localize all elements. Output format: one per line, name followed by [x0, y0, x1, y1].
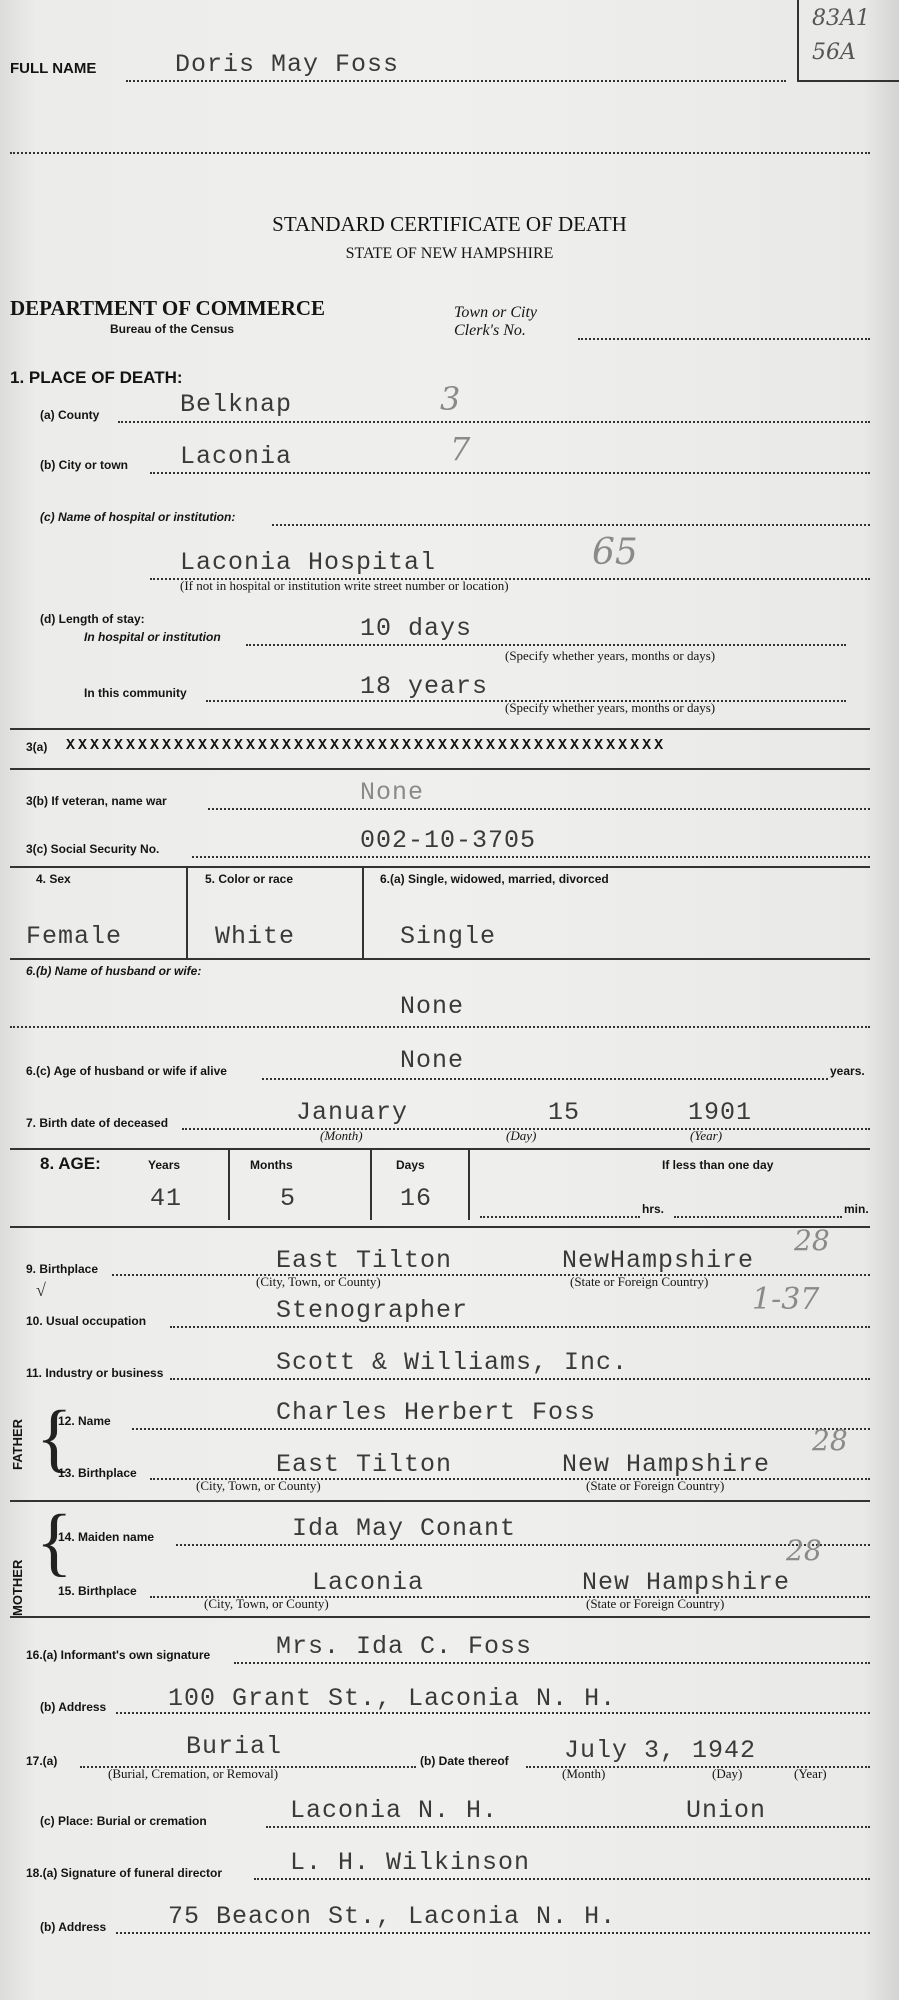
age-years-value: 41 — [150, 1184, 183, 1213]
informant-address: 100 Grant St., Laconia N. H. — [168, 1684, 617, 1713]
father-birth-code: 28 — [812, 1424, 848, 1457]
father-state-cap: (State or Foreign Country) — [586, 1478, 725, 1493]
spouse-age-label: 6.(c) Age of husband or wife if alive — [26, 1064, 227, 1078]
full-name-value: Doris May Foss — [175, 50, 400, 79]
disposition-cemetery: Union — [686, 1796, 767, 1825]
age-months-value: 5 — [280, 1184, 297, 1213]
mother-state-cap: (State or Foreign Country) — [586, 1596, 725, 1611]
spouse-value: None — [400, 992, 465, 1021]
father-city-cap: (City, Town, or County) — [196, 1478, 321, 1493]
mother-birth-city: Laconia — [312, 1568, 425, 1597]
ssn-label: 3(c) Social Security No. — [26, 842, 160, 856]
disposition-label: 17.(a) — [26, 1754, 58, 1768]
county-value: Belknap — [180, 390, 293, 419]
disposition-day-cap: (Day) — [712, 1766, 743, 1781]
spouse-age-value: None — [400, 1046, 465, 1075]
age-days-value: 16 — [400, 1184, 433, 1213]
community-label: In this community — [84, 686, 187, 700]
birth-day: 15 — [548, 1098, 581, 1127]
birthplace-state-cap: (State or Foreign Country) — [570, 1274, 709, 1289]
hospital-value: Laconia Hospital — [180, 548, 437, 577]
mother-birth-code: 28 — [786, 1534, 822, 1567]
birth-day-cap: (Day) — [506, 1128, 537, 1143]
birthplace-label: 9. Birthplace — [26, 1262, 99, 1276]
mother-name: Ida May Conant — [292, 1514, 517, 1543]
informant-signature: Mrs. Ida C. Foss — [276, 1632, 533, 1661]
city-code: 7 — [450, 430, 471, 468]
corner-box-rule-bottom — [797, 80, 899, 82]
birth-date-label: 7. Birth date of deceased — [26, 1116, 169, 1130]
veteran-label: 3(b) If veteran, name war — [26, 794, 167, 808]
state-title: STATE OF NEW HAMPSHIRE — [345, 245, 554, 262]
birthplace-code: 28 — [794, 1224, 830, 1257]
department-name: DEPARTMENT OF COMMERCE — [10, 296, 326, 320]
county-code: 3 — [440, 380, 461, 418]
disposition-date: July 3, 1942 — [564, 1736, 757, 1765]
stay-label: (d) Length of stay: — [40, 612, 145, 626]
city-label: (b) City or town — [40, 458, 128, 472]
age-min-label: min. — [844, 1202, 869, 1216]
disposition-place-label: (c) Place: Burial or cremation — [40, 1814, 207, 1828]
town-clerk-label-2: Clerk's No. — [454, 322, 526, 339]
stay-sub-label: In hospital or institution — [84, 630, 221, 644]
father-name-label: 12. Name — [58, 1414, 111, 1428]
birth-year-cap: (Year) — [690, 1128, 723, 1143]
stay-hospital-note: (Specify whether years, months or days) — [505, 648, 716, 663]
informant-label: 16.(a) Informant's own signature — [26, 1648, 211, 1662]
industry-value: Scott & Williams, Inc. — [276, 1348, 629, 1377]
age-months-label: Months — [250, 1158, 293, 1172]
disposition-date-label: (b) Date thereof — [420, 1754, 509, 1768]
mother-city-cap: (City, Town, or County) — [204, 1596, 329, 1611]
city-value: Laconia — [180, 442, 293, 471]
full-name-label: FULL NAME — [10, 60, 97, 77]
father-birth-state: New Hampshire — [562, 1450, 771, 1479]
item-3a-fill: XXXXXXXXXXXXXXXXXXXXXXXXXXXXXXXXXXXXXXXXXXXXXXXXXX — [66, 737, 667, 754]
mother-birth-state: New Hampshire — [582, 1568, 791, 1597]
funeral-director-signature: L. H. Wilkinson — [290, 1848, 531, 1877]
birthplace-city: East Tilton — [276, 1246, 453, 1275]
father-birth-city: East Tilton — [276, 1450, 453, 1479]
county-label: (a) County — [40, 408, 100, 422]
disposition-cap: (Burial, Cremation, or Removal) — [108, 1766, 279, 1781]
occupation-value: Stenographer — [276, 1296, 469, 1325]
stay-community-value: 18 years — [360, 672, 489, 701]
industry-label: 11. Industry or business — [26, 1366, 164, 1380]
disposition-month-cap: (Month) — [562, 1766, 606, 1781]
mother-birthplace-label: 15. Birthplace — [58, 1584, 137, 1598]
father-name: Charles Herbert Foss — [276, 1398, 597, 1427]
sex-label: 4. Sex — [36, 872, 71, 886]
age-heading: 8. AGE: — [40, 1154, 101, 1173]
item-3a-label: 3(a) — [26, 740, 48, 754]
birth-month: January — [296, 1098, 409, 1127]
age-hrs-label: hrs. — [642, 1202, 665, 1216]
father-side-label: FATHER — [10, 1418, 25, 1470]
stay-community-note: (Specify whether years, months or days) — [505, 700, 716, 715]
age-years-label: Years — [148, 1158, 181, 1172]
mother-brace: { — [36, 1500, 73, 1584]
age-less-label: If less than one day — [662, 1158, 774, 1172]
funeral-address-label: (b) Address — [40, 1920, 107, 1934]
mother-name-label: 14. Maiden name — [58, 1530, 155, 1544]
place-of-death-heading: 1. PLACE OF DEATH: — [10, 368, 183, 387]
veteran-value: None — [360, 778, 425, 807]
disposition-place: Laconia N. H. — [290, 1796, 499, 1825]
occupation-label: 10. Usual occupation — [26, 1314, 147, 1328]
certificate-title: STANDARD CERTIFICATE OF DEATH — [272, 212, 627, 236]
marital-value: Single — [400, 922, 497, 951]
hospital-label: (c) Name of hospital or institution: — [40, 510, 236, 524]
corner-code-2: 56A — [812, 40, 856, 65]
father-birthplace-label: 13. Birthplace — [58, 1466, 137, 1480]
birth-month-cap: (Month) — [320, 1128, 363, 1143]
years-suffix: years. — [830, 1064, 865, 1078]
hospital-note: (If not in hospital or institution write street number or location) — [180, 578, 509, 593]
town-clerk-label-1: Town or City — [454, 304, 537, 321]
stay-hospital-value: 10 days — [360, 614, 473, 643]
corner-box-rule — [797, 0, 799, 80]
hospital-code: 65 — [592, 532, 638, 573]
ssn-value: 002-10-3705 — [360, 826, 537, 855]
birthplace-city-cap: (City, Town, or County) — [256, 1274, 381, 1289]
funeral-director-label: 18.(a) Signature of funeral director — [26, 1866, 223, 1880]
sex-value: Female — [26, 922, 123, 951]
birth-year: 1901 — [688, 1098, 753, 1127]
bureau-name: Bureau of the Census — [110, 322, 235, 336]
check-mark: √ — [36, 1280, 46, 1300]
spouse-label: 6.(b) Name of husband or wife: — [26, 964, 202, 978]
father-brace: { — [36, 1396, 73, 1480]
race-value: White — [215, 922, 296, 951]
corner-code-1: 83A1 — [812, 6, 870, 31]
disposition-year-cap: (Year) — [794, 1766, 827, 1781]
mother-side-label: MOTHER — [10, 1559, 25, 1616]
birthplace-state: NewHampshire — [562, 1246, 755, 1275]
informant-address-label: (b) Address — [40, 1700, 107, 1714]
disposition-value: Burial — [186, 1732, 283, 1761]
race-label: 5. Color or race — [205, 872, 294, 886]
funeral-address: 75 Beacon St., Laconia N. H. — [168, 1902, 617, 1931]
age-days-label: Days — [396, 1158, 425, 1172]
marital-label: 6.(a) Single, widowed, married, divorced — [380, 872, 609, 886]
occupation-code: 1-37 — [752, 1282, 820, 1317]
